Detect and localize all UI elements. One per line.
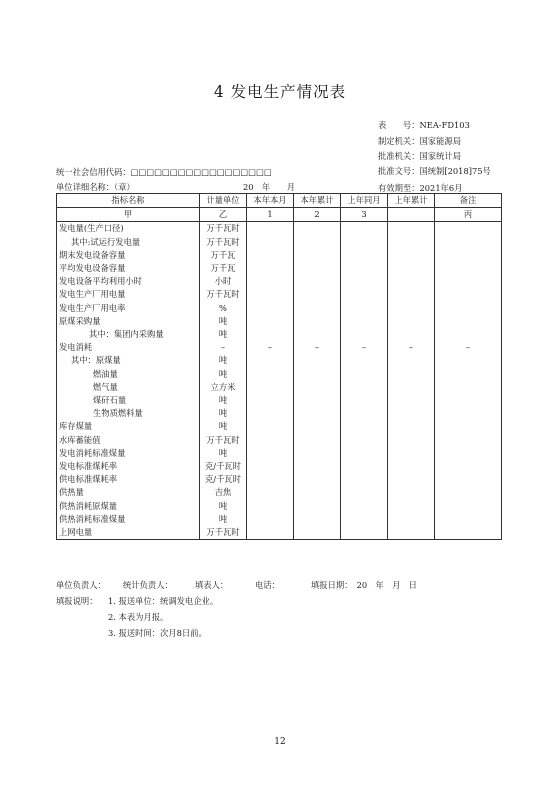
value-cell[interactable]: [341, 486, 388, 499]
unit-cell: 万千瓦时: [200, 526, 247, 540]
unit-cell: 克/千瓦时: [200, 460, 247, 473]
value-cell[interactable]: [341, 315, 388, 328]
value-cell[interactable]: [247, 262, 294, 275]
value-cell[interactable]: [435, 486, 502, 499]
meta-value: 国家统计局: [419, 151, 461, 161]
value-cell[interactable]: –: [294, 341, 341, 354]
value-cell[interactable]: [294, 315, 341, 328]
value-cell[interactable]: [388, 500, 435, 513]
value-cell[interactable]: [247, 394, 294, 407]
value-cell[interactable]: [247, 434, 294, 447]
value-cell[interactable]: [247, 354, 294, 367]
indicator-name: 发电标准煤耗率: [57, 460, 200, 473]
table-row: [57, 434, 502, 447]
value-cell[interactable]: –: [341, 341, 388, 354]
value-cell[interactable]: –: [388, 341, 435, 354]
value-cell[interactable]: [247, 460, 294, 473]
value-cell[interactable]: [294, 288, 341, 301]
meta-value: 国家能源局: [419, 136, 461, 146]
value-cell[interactable]: [435, 500, 502, 513]
value-cell[interactable]: [341, 249, 388, 262]
signature-line: [56, 579, 417, 591]
production-table: [56, 193, 502, 540]
value-cell[interactable]: [341, 394, 388, 407]
value-cell[interactable]: [341, 473, 388, 486]
unit-cell: 立方米: [200, 381, 247, 394]
table-code-row: [57, 208, 502, 222]
column-header: 备注: [435, 194, 502, 208]
value-cell[interactable]: [247, 315, 294, 328]
indicator-name: 其中：原煤量: [57, 354, 200, 367]
column-code: 2: [294, 208, 341, 222]
value-cell[interactable]: [435, 275, 502, 288]
value-cell[interactable]: [435, 407, 502, 420]
value-cell[interactable]: [388, 434, 435, 447]
unit-cell: 吨: [200, 354, 247, 367]
unit-cell: 万千瓦时: [200, 222, 247, 236]
column-code: [388, 208, 435, 222]
indicator-name: 供热量: [57, 486, 200, 499]
unit-cell: 吨: [200, 368, 247, 381]
value-cell[interactable]: [388, 275, 435, 288]
indicator-name: 供电标准煤耗率: [57, 473, 200, 486]
column-header: 指标名称: [57, 194, 200, 208]
value-cell[interactable]: [341, 368, 388, 381]
value-cell[interactable]: [341, 420, 388, 433]
value-cell[interactable]: [388, 288, 435, 301]
value-cell[interactable]: [247, 486, 294, 499]
value-cell[interactable]: [247, 328, 294, 341]
value-cell[interactable]: [388, 513, 435, 526]
value-cell[interactable]: [435, 460, 502, 473]
indicator-name: 发电设备平均利用小时: [57, 275, 200, 288]
unit-cell: 吨: [200, 500, 247, 513]
indicator-name: 发电消耗标准煤量: [57, 447, 200, 460]
unit-cell: 吨: [200, 315, 247, 328]
value-cell[interactable]: [294, 368, 341, 381]
unit-cell: 小时: [200, 275, 247, 288]
table-row: [57, 486, 502, 499]
value-cell[interactable]: [341, 460, 388, 473]
column-code: 甲: [57, 208, 200, 222]
indicator-name: 供热消耗标准煤量: [57, 513, 200, 526]
value-cell[interactable]: [294, 354, 341, 367]
value-cell[interactable]: [388, 328, 435, 341]
unit-cell: 吨: [200, 328, 247, 341]
value-cell[interactable]: [247, 275, 294, 288]
table-row: [57, 315, 502, 328]
indicator-name: 水库蓄能值: [57, 434, 200, 447]
indicator-name: 发电生产厂用电量: [57, 288, 200, 301]
value-cell[interactable]: [388, 262, 435, 275]
table-row: [57, 302, 502, 315]
indicator-name: 期末发电设备容量: [57, 249, 200, 262]
meta-label: 批准机关：: [378, 151, 420, 161]
value-cell[interactable]: [247, 249, 294, 262]
table-header-row: [57, 194, 502, 208]
indicator-name: 原煤采购量: [57, 315, 200, 328]
unit-cell: 万千瓦: [200, 249, 247, 262]
value-cell[interactable]: [388, 368, 435, 381]
value-cell[interactable]: [247, 526, 294, 540]
value-cell[interactable]: [388, 526, 435, 540]
unit-head-label: 单位负责人：: [56, 580, 106, 590]
table-row: [57, 407, 502, 420]
value-cell[interactable]: [294, 302, 341, 315]
column-code: 乙: [200, 208, 247, 222]
value-cell[interactable]: [435, 302, 502, 315]
value-cell[interactable]: [247, 420, 294, 433]
indicator-name: 燃气量: [57, 381, 200, 394]
value-cell[interactable]: [294, 394, 341, 407]
unit-cell: 万千瓦: [200, 262, 247, 275]
value-cell[interactable]: [435, 222, 502, 236]
value-cell[interactable]: [294, 447, 341, 460]
value-cell[interactable]: [341, 381, 388, 394]
value-cell[interactable]: [294, 407, 341, 420]
column-header: 计量单位: [200, 194, 247, 208]
table-row: [57, 262, 502, 275]
unit-cell: 万千瓦时: [200, 434, 247, 447]
value-cell[interactable]: [247, 407, 294, 420]
report-date-field: 20 年 月: [243, 182, 296, 192]
value-cell[interactable]: [435, 434, 502, 447]
value-cell[interactable]: [294, 460, 341, 473]
value-cell[interactable]: [341, 354, 388, 367]
table-row: [57, 513, 502, 526]
table-row: [57, 288, 502, 301]
value-cell[interactable]: –: [435, 341, 502, 354]
note-item: 1. 报送单位：统调发电企业。: [108, 596, 219, 606]
meta-label: 有效期至：: [378, 183, 420, 193]
unit-cell: 吨: [200, 513, 247, 526]
indicator-name: 发电消耗: [57, 341, 200, 354]
meta-row: [378, 149, 461, 164]
table-row: [57, 473, 502, 486]
credit-code-label: 统一社会信用代码：: [56, 167, 131, 177]
indicator-name: 其中:试运行发电量: [57, 236, 200, 249]
unit-cell: 吉焦: [200, 486, 247, 499]
note-item: 2. 本表为月报。: [108, 612, 169, 622]
unit-name-label: 单位详细名称：（章）: [56, 182, 135, 192]
value-cell[interactable]: [341, 302, 388, 315]
value-cell[interactable]: [388, 381, 435, 394]
value-cell[interactable]: [294, 486, 341, 499]
value-cell[interactable]: [435, 315, 502, 328]
unit-cell: 吨: [200, 447, 247, 460]
table-row: [57, 236, 502, 249]
meta-row: [378, 164, 491, 179]
table-row: [57, 500, 502, 513]
value-cell[interactable]: [435, 394, 502, 407]
meta-label: 批准文号：: [378, 166, 420, 176]
value-cell[interactable]: [247, 302, 294, 315]
value-cell[interactable]: [435, 526, 502, 540]
meta-value: NEA-FD103: [419, 120, 470, 130]
notes-label: 填报说明：: [56, 596, 98, 606]
table-row: [57, 526, 502, 540]
value-cell[interactable]: [294, 434, 341, 447]
table-row: [57, 447, 502, 460]
table-row: [57, 381, 502, 394]
table-row: [57, 394, 502, 407]
value-cell[interactable]: [341, 288, 388, 301]
indicator-name: 煤矸石量: [57, 394, 200, 407]
table-row: [57, 354, 502, 367]
indicator-name: 上网电量: [57, 526, 200, 540]
value-cell[interactable]: [388, 354, 435, 367]
indicator-name: 供热消耗原煤量: [57, 500, 200, 513]
meta-label: 制定机关：: [378, 136, 420, 146]
indicator-name: 其中：集团内采购量: [57, 328, 200, 341]
value-cell[interactable]: [247, 473, 294, 486]
indicator-name: 生物质燃料量: [57, 407, 200, 420]
value-cell[interactable]: [294, 262, 341, 275]
value-cell[interactable]: [294, 500, 341, 513]
filler-label: 填表人：: [195, 580, 229, 590]
unit-cell: 万千瓦时: [200, 288, 247, 301]
value-cell[interactable]: [435, 381, 502, 394]
value-cell[interactable]: [294, 249, 341, 262]
value-cell[interactable]: [247, 288, 294, 301]
table-row: [57, 249, 502, 262]
value-cell[interactable]: [388, 222, 435, 236]
table-row: [57, 222, 502, 236]
credit-code-boxes: □□□□□□□□□□□□□□□□□□: [130, 167, 272, 177]
table-row: [57, 368, 502, 381]
value-cell[interactable]: [435, 447, 502, 460]
value-cell[interactable]: [341, 434, 388, 447]
meta-row: [378, 134, 461, 149]
value-cell[interactable]: [247, 447, 294, 460]
value-cell[interactable]: [435, 288, 502, 301]
value-cell[interactable]: [247, 381, 294, 394]
unit-cell: –: [200, 341, 247, 354]
value-cell[interactable]: [388, 420, 435, 433]
value-cell[interactable]: [435, 262, 502, 275]
column-code: 1: [247, 208, 294, 222]
value-cell[interactable]: [294, 526, 341, 540]
value-cell[interactable]: [247, 222, 294, 236]
value-cell[interactable]: [341, 500, 388, 513]
indicator-name: 库存煤量: [57, 420, 200, 433]
value-cell[interactable]: [294, 328, 341, 341]
column-code: 丙: [435, 208, 502, 222]
value-cell[interactable]: [435, 354, 502, 367]
value-cell[interactable]: [341, 526, 388, 540]
value-cell[interactable]: [435, 236, 502, 249]
value-cell[interactable]: [388, 302, 435, 315]
value-cell[interactable]: [388, 315, 435, 328]
value-cell[interactable]: [341, 262, 388, 275]
value-cell[interactable]: [341, 407, 388, 420]
value-cell[interactable]: [435, 368, 502, 381]
value-cell[interactable]: [435, 513, 502, 526]
table-row: [57, 328, 502, 341]
value-cell[interactable]: [294, 236, 341, 249]
stat-head-label: 统计负责人：: [123, 580, 173, 590]
value-cell[interactable]: [388, 236, 435, 249]
value-cell[interactable]: [435, 473, 502, 486]
column-header: 本年本月: [247, 194, 294, 208]
value-cell[interactable]: [294, 473, 341, 486]
meta-value: 国统制[2018]75号: [419, 166, 491, 176]
note-item: 3. 报送时间：次月8日前。: [108, 628, 207, 638]
page-number: 12: [274, 737, 286, 747]
value-cell[interactable]: [435, 249, 502, 262]
value-cell[interactable]: [341, 236, 388, 249]
value-cell[interactable]: [341, 222, 388, 236]
value-cell[interactable]: [388, 249, 435, 262]
value-cell[interactable]: [435, 420, 502, 433]
unit-cell: 克/千瓦时: [200, 473, 247, 486]
table-row: [57, 341, 502, 354]
indicator-name: 发电量(生产口径): [57, 222, 200, 236]
value-cell[interactable]: [341, 447, 388, 460]
credit-code-line: [56, 166, 272, 178]
value-cell[interactable]: [294, 222, 341, 236]
table-row: [57, 275, 502, 288]
value-cell[interactable]: [247, 500, 294, 513]
indicator-name: 平均发电设备容量: [57, 262, 200, 275]
column-header: 本年累计: [294, 194, 341, 208]
indicator-name: 发电生产厂用电率: [57, 302, 200, 315]
column-header: 上年同月: [341, 194, 388, 208]
unit-cell: 吨: [200, 407, 247, 420]
phone-label: 电话：: [255, 580, 280, 590]
value-cell[interactable]: [341, 328, 388, 341]
value-cell[interactable]: [247, 236, 294, 249]
meta-row: [378, 118, 470, 133]
unit-cell: %: [200, 302, 247, 315]
value-cell[interactable]: [294, 381, 341, 394]
value-cell[interactable]: [341, 513, 388, 526]
value-cell[interactable]: [388, 394, 435, 407]
value-cell[interactable]: [247, 368, 294, 381]
table-row: [57, 460, 502, 473]
value-cell[interactable]: [294, 420, 341, 433]
column-code: 3: [341, 208, 388, 222]
value-cell[interactable]: [388, 486, 435, 499]
value-cell[interactable]: [435, 328, 502, 341]
value-cell[interactable]: [294, 275, 341, 288]
value-cell[interactable]: [388, 447, 435, 460]
page-title: 4 发电生产情况表: [213, 83, 347, 101]
value-cell[interactable]: –: [247, 341, 294, 354]
value-cell[interactable]: [388, 473, 435, 486]
unit-cell: 吨: [200, 420, 247, 433]
column-header: 上年累计: [388, 194, 435, 208]
value-cell[interactable]: [247, 513, 294, 526]
unit-cell: 万千瓦时: [200, 236, 247, 249]
unit-cell: 吨: [200, 394, 247, 407]
meta-label: 表 号：: [378, 120, 420, 130]
value-cell[interactable]: [341, 275, 388, 288]
value-cell[interactable]: [388, 407, 435, 420]
indicator-name: 燃油量: [57, 368, 200, 381]
table-row: [57, 420, 502, 433]
fill-date-label: 填报日期： 20 年 月 日: [311, 580, 417, 590]
meta-value: 2021年6月: [419, 183, 463, 193]
unit-name-line: [56, 181, 135, 193]
value-cell[interactable]: [294, 513, 341, 526]
value-cell[interactable]: [388, 460, 435, 473]
